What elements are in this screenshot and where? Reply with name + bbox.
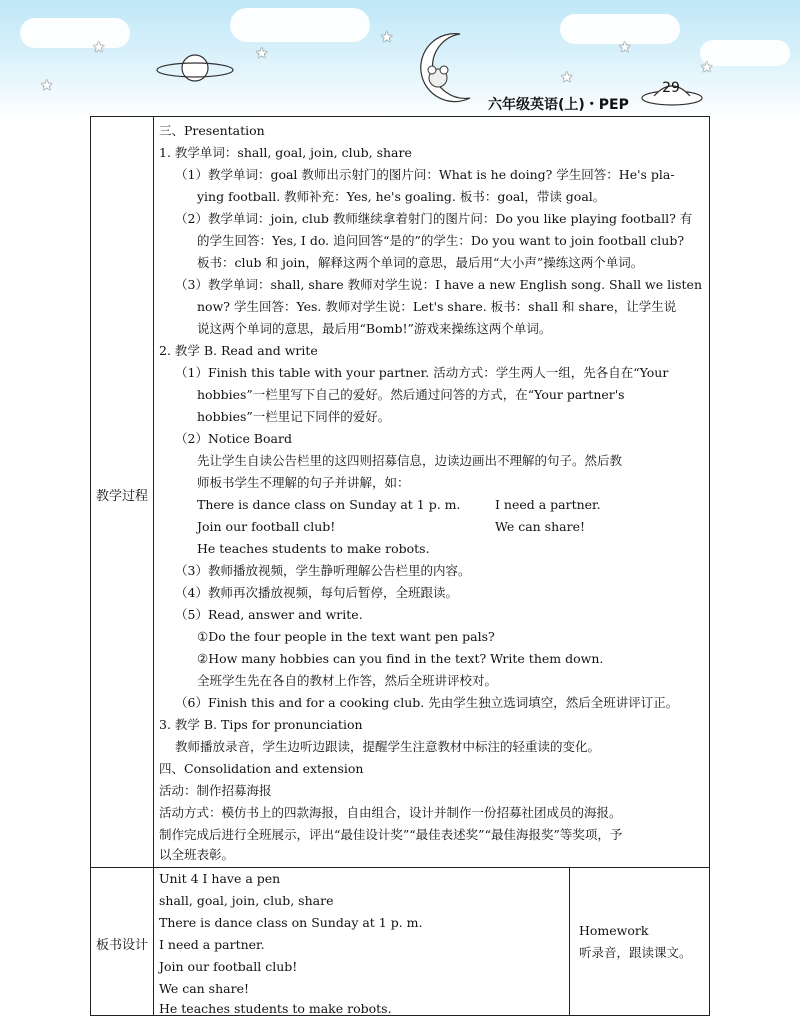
section-heading: 四、Consolidation and extension bbox=[159, 761, 364, 776]
text-line: （5）Read, answer and write. bbox=[175, 607, 363, 622]
lesson-table bbox=[90, 116, 710, 1016]
text-line: 教师播放录音，学生边听边跟读，提醒学生注意教材中标注的轻重读的变化。 bbox=[175, 739, 601, 754]
text-line: （4）教师再次播放视频，每句后暂停，全班跟读。 bbox=[175, 585, 458, 600]
board-line: I need a partner. bbox=[159, 937, 265, 952]
board-line: Unit 4 I have a pen bbox=[159, 871, 281, 886]
planet-icon bbox=[150, 48, 240, 88]
text-line: （2）教学单词：join, club 教师继续拿着射门的图片问：Do you like playing football? 有 bbox=[175, 211, 693, 226]
star-icon: ★ bbox=[618, 38, 632, 56]
text-line: （6）Finish this and for a cooking club. 先由学生独立选词填空，然后全班讲评订正。 bbox=[175, 695, 679, 710]
star-icon: ★ bbox=[255, 44, 269, 62]
row-divider bbox=[91, 867, 709, 868]
example-sentence: He teaches students to make robots. bbox=[197, 541, 430, 556]
text-line: 2. 教学 B. Read and write bbox=[159, 343, 318, 358]
star-icon: ★ bbox=[380, 28, 394, 46]
text-line: 全班学生先在各自的教材上作答，然后全班讲评校对。 bbox=[197, 673, 498, 688]
text-line: 活动：制作招募海报 bbox=[159, 783, 272, 798]
board-line: We can share! bbox=[159, 981, 249, 996]
board-label: 板书设计 bbox=[95, 938, 148, 953]
example-sentence: There is dance class on Sunday at 1 p. m. bbox=[197, 497, 461, 512]
column-divider bbox=[569, 867, 570, 1015]
star-icon: ★ bbox=[92, 38, 106, 56]
process-label: 教学过程 bbox=[95, 489, 148, 504]
cloud-decoration bbox=[20, 18, 130, 48]
text-line: （2）Notice Board bbox=[175, 431, 292, 446]
text-line: （3）教师播放视频，学生静听理解公告栏里的内容。 bbox=[175, 563, 471, 578]
text-line: hobbies”一栏里写下自己的爱好。然后通过问答的方式，在“Your partner's bbox=[197, 387, 625, 402]
board-line: There is dance class on Sunday at 1 p. m. bbox=[159, 915, 423, 930]
cloud-decoration bbox=[700, 40, 790, 66]
book-label: 六年级英语(上)・PEP bbox=[488, 97, 629, 113]
board-line: He teaches students to make robots. bbox=[159, 1001, 392, 1016]
text-line: 说这两个单词的意思，最后用“Bomb!”游戏来操练这两个单词。 bbox=[197, 321, 552, 336]
column-divider bbox=[153, 117, 154, 1015]
page-number: 29 bbox=[662, 80, 680, 96]
example-sentence: We can share! bbox=[495, 519, 585, 534]
text-line: 制作完成后进行全班展示，评出“最佳设计奖”“最佳表述奖”“最佳海报奖”等奖项，予 bbox=[159, 827, 623, 842]
homework-title: Homework bbox=[579, 923, 649, 938]
example-sentence: I need a partner. bbox=[495, 497, 601, 512]
board-line: Join our football club! bbox=[159, 959, 298, 974]
example-sentence: Join our football club! bbox=[197, 519, 336, 534]
star-icon: ★ bbox=[40, 76, 54, 94]
question-line: ①Do the four people in the text want pen pals? bbox=[197, 629, 495, 644]
star-icon: ★ bbox=[560, 68, 574, 86]
text-line: 活动方式：模仿书上的四款海报，自由组合，设计并制作一份招募社团成员的海报。 bbox=[159, 805, 622, 820]
text-line: 师板书学生不理解的句子并讲解，如： bbox=[197, 475, 410, 490]
text-line: 1. 教学单词：shall, goal, join, club, share bbox=[159, 145, 412, 160]
cloud-decoration bbox=[230, 8, 370, 42]
text-line: （1）教学单词：goal 教师出示射门的图片问：What is he doing? 学生回答：He's pla- bbox=[175, 167, 675, 182]
text-line: 先让学生自读公告栏里的这四则招募信息，边读边画出不理解的句子。然后教 bbox=[197, 453, 623, 468]
text-line: hobbies”一栏里记下同伴的爱好。 bbox=[197, 409, 391, 424]
moon-mouse-icon bbox=[400, 28, 490, 108]
question-line: ②How many hobbies can you find in the text? Write them down. bbox=[197, 651, 604, 666]
text-line: （1）Finish this table with your partner. 活动方式：学生两人一组，先各自在“Your bbox=[175, 365, 669, 380]
section-heading: 三、Presentation bbox=[159, 123, 265, 138]
header-banner bbox=[0, 0, 800, 120]
text-line: ying football. 教师补充：Yes, he's goaling. 板书：goal，带读 goal。 bbox=[197, 189, 606, 204]
board-line: shall, goal, join, club, share bbox=[159, 893, 334, 908]
text-line: 3. 教学 B. Tips for pronunciation bbox=[159, 717, 363, 732]
text-line: 板书：club 和 join，解释这两个单词的意思，最后用“大小声”操练这两个单词。 bbox=[197, 255, 644, 270]
text-line: 的学生回答：Yes, I do. 追问回答“是的”的学生：Do you want to join football club? bbox=[197, 233, 685, 248]
homework-text: 听录音，跟读课文。 bbox=[579, 945, 692, 960]
text-line: 以全班表彰。 bbox=[159, 847, 235, 862]
star-icon: ★ bbox=[700, 58, 714, 76]
text-line: now? 学生回答：Yes. 教师对学生说：Let's share. 板书：shall 和 share，让学生说 bbox=[197, 299, 677, 314]
text-line: （3）教学单词：shall, share 教师对学生说：I have a new English song. Shall we listen bbox=[175, 277, 703, 292]
